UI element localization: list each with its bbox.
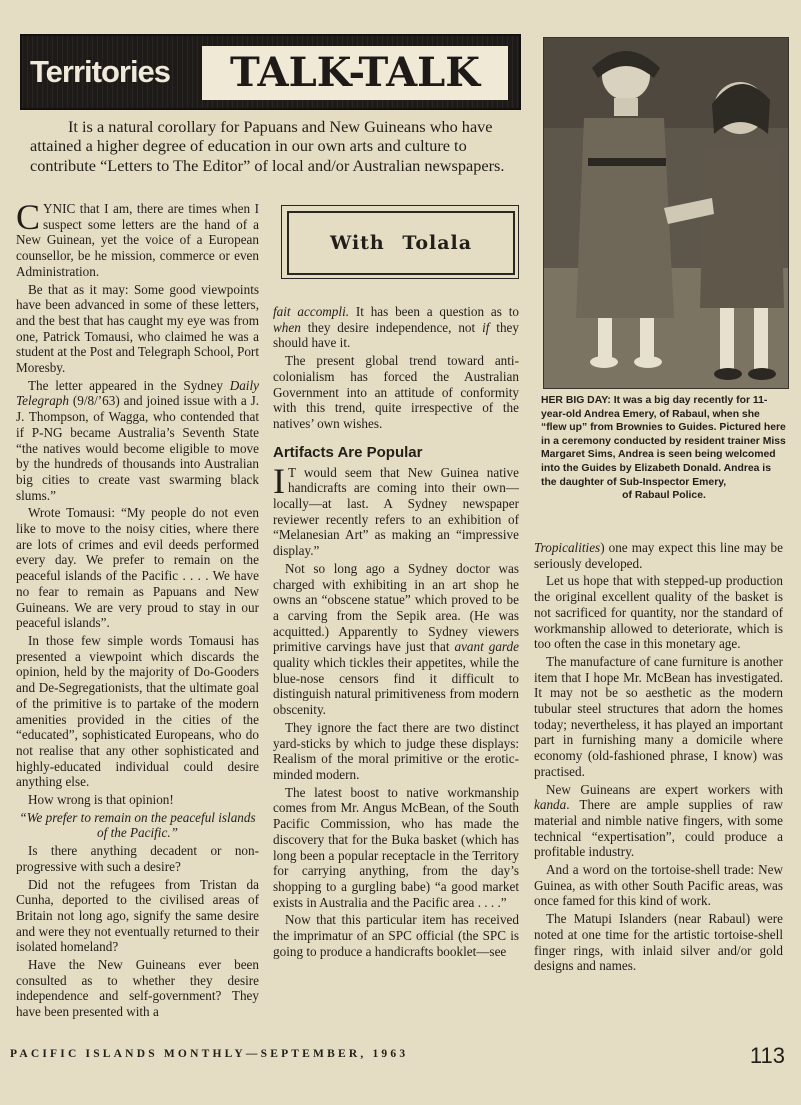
subheading: Artifacts Are Popular <box>273 443 423 461</box>
paragraph <box>16 378 259 504</box>
paragraph-text: Not so long ago a Sydney doctor was charged with exhibiting in an art shop he owns an “obscene statue” which proved to be a carving from the Sepik area. (He was acquitted.) Apparently to Sydney viewers primitive carvings have just that <box>273 560 519 655</box>
paragraph: How wrong is that opinion! <box>28 792 174 808</box>
column-title-inner <box>287 211 515 275</box>
paragraph: Have the New Guineans ever been consulted as to whether they desire independence and self-government? They have been presented with a <box>16 957 259 1020</box>
paragraph-text: they should have it. <box>273 319 519 351</box>
paragraph-text: they desire independence, not <box>300 319 483 335</box>
column-1 <box>16 197 259 1022</box>
photo-illustration <box>544 38 788 388</box>
pull-quote <box>16 810 259 841</box>
newspaper-name: Daily Telegraph <box>16 377 259 409</box>
page-number: 113 <box>749 1043 785 1068</box>
column-3 <box>534 540 783 976</box>
paragraph: And a word on the tortoise-shell trade: New Guinea, as with other South Pacific areas, was once famed for this kind of work. <box>534 862 783 909</box>
column-title: With Tolala <box>329 232 473 254</box>
column-2 <box>273 304 519 961</box>
paragraph: Is there anything decadent or non-progressive with such a desire? <box>16 843 259 874</box>
paragraph: Wrote Tomausi: “My people do not even like to move to the noisy cities, where there are lots of crimes and evil deeds performed every day. We prefer to remain on the peaceful islands of the Pacific . . . . We have no fear to remain as Papuans and New Guineans. We are very proud to stay in our peaceful islands”. <box>16 505 259 631</box>
paragraph: Be that as it may: Some good viewpoints have been advanced in some of these letters, and the best that has caught my eye was from one, Patrick Tomausi, who claimed he was a student at the Post and Telegraph School, Port Moresby. <box>16 281 259 376</box>
caption-text: HER BIG DAY: It was a big day recently for 11-year-old Andrea Emery, of Rabaul, when she “flew up” from Brownies to Guides. Pictured here in a ceremony conducted by resident trainer Miss Margaret Sims, Andrea is seen being welcomed into the Guides by Elizabeth Donald. Andrea is the daughter of Sub-Inspector Emery, <box>541 395 786 488</box>
paragraph <box>534 540 783 571</box>
paragraph <box>16 197 259 280</box>
paragraph: In those few simple words Tomausi has presented a viewpoint which discards the opinion, held by the majority of Do-Gooders and De-Segregationists, that the ultimate goal of the primitive is to partake of the modern amenities provided in the cities of the “educated”, sophisticated Europeans, who do not realise that any other sophisticated and highly-educated individual could desire anything else. <box>16 632 259 790</box>
paragraph-text: . There are ample supplies of raw material and nimble native fingers, with some technical “expertisation”, could produce a profitable industry. <box>534 797 783 860</box>
paragraph <box>534 782 783 861</box>
photo-guides-ceremony <box>543 37 789 389</box>
paragraph: The Matupi Islanders (near Rabaul) were noted at one time for the artistic tortoise-shell finger rings, with inlaid silver and/or gold designs and names. <box>534 911 783 974</box>
paragraph-text: The letter appeared in the Sydney <box>28 377 230 393</box>
paragraph-text: T would seem that New Guinea native handicrafts are coming into their own—locally—at last. A Sydney newspaper reviewer recently refers to an exhibition of “Melanesian Art” as making an “impressive display.” <box>273 464 519 559</box>
masthead-territories: Territories <box>30 54 171 89</box>
photo-caption <box>541 394 787 503</box>
italic-text: when <box>273 319 301 335</box>
caption-last-line: of Rabaul Police. <box>622 490 706 502</box>
paragraph: Now that this particular item has received the imprimatur of an SPC official (the SPC is going to produce a handicrafts booklet—see <box>273 912 519 959</box>
paragraph: Let us hope that with stepped-up production the original excellent quality of the basket is not sacrificed for quantity, nor the standard of workmanship allowed to deteriorate, which is too often the case in this monetary age. <box>534 573 783 652</box>
paragraph-text: quality which tickles their appetites, while the blue-nose censors find it difficult to distinguish natural primitiveness from modern obscenity. <box>273 655 519 718</box>
intro-paragraph: It is a natural corollary for Papuans and New Guineans who have attained a higher degree of education in our own arts and culture to contribute “Letters to The Editor” of local and/or Australian newspapers. <box>30 117 505 175</box>
drop-cap: I <box>273 460 285 501</box>
italic-text: kanda <box>534 797 567 813</box>
paragraph-text: It has been a question as to <box>349 304 519 319</box>
paragraph: The latest boost to native workmanship comes from Mr. Angus McBean, of the South Pacific Commission, who has made the discovery that for the Buka basket (which has long been a popular receptacle in the Territory for carrying anything, from the day’s shopping to a gurgling babe) “a good market exists in Australia and the Pacific area . . . .” <box>273 784 519 910</box>
paragraph: The present global trend toward anti-colonialism has forced the Australian Government into an attitude of conformity with this trend, quite irrespective of the natives’ own wishes. <box>273 353 519 431</box>
italic-text: Tropicalities <box>534 540 601 555</box>
paragraph-text: ) one may expect this line may be seriously developed. <box>534 540 783 571</box>
paragraph-text: New Guineans are expert workers with <box>546 781 783 797</box>
paragraph <box>273 460 519 559</box>
paragraph-text: (9/8/’63) and joined issue with a J. J. Thompson, of Wagga, who contended that if P-NG became Australia’s Seventh State “the natives would become eligible to move by the hundreds of thousands into Australian big cities to create vast swarming black slums.” <box>16 393 259 503</box>
masthead-talk-talk: TALK-TALK <box>202 46 508 100</box>
paragraph <box>273 304 519 351</box>
running-footer: PACIFIC ISLANDS MONTHLY—SEPTEMBER, 1963 <box>10 1048 409 1060</box>
paragraph-text: YNIC that I am, there are times when I suspect some letters are the hand of a New Guinean, yet the voice of a European counsellor, be he mission, commerce or even Administration. <box>16 201 259 279</box>
italic-text: if <box>482 319 490 335</box>
italic-text: avant garde <box>454 639 520 655</box>
italic-text: fait accompli. <box>273 304 350 319</box>
drop-cap: C <box>16 197 41 237</box>
paragraph: The manufacture of cane furniture is another item that I hope Mr. McBean has investigated. It may not be so aesthetic as the modern tubular steel structures that adorn the homes today; nevertheless, it has played an important part in furnishing many a domicile where economy (old-fashioned phrase, I know) was practised. <box>534 653 783 779</box>
paragraph: Did not the refugees from Tristan da Cunha, deported to the civilised areas of Britain not long ago, signify the same desire and were they not eventually returned to their isolated homeland? <box>16 876 259 955</box>
paragraph: They ignore the fact there are two distinct yard-sticks by which to judge these displays: Realism of the moral primitive or the erotic-minded modern. <box>273 719 519 782</box>
pull-quote-text: “We prefer to remain on the peaceful islands of the Pacific.” <box>19 809 256 841</box>
paragraph <box>273 561 519 718</box>
